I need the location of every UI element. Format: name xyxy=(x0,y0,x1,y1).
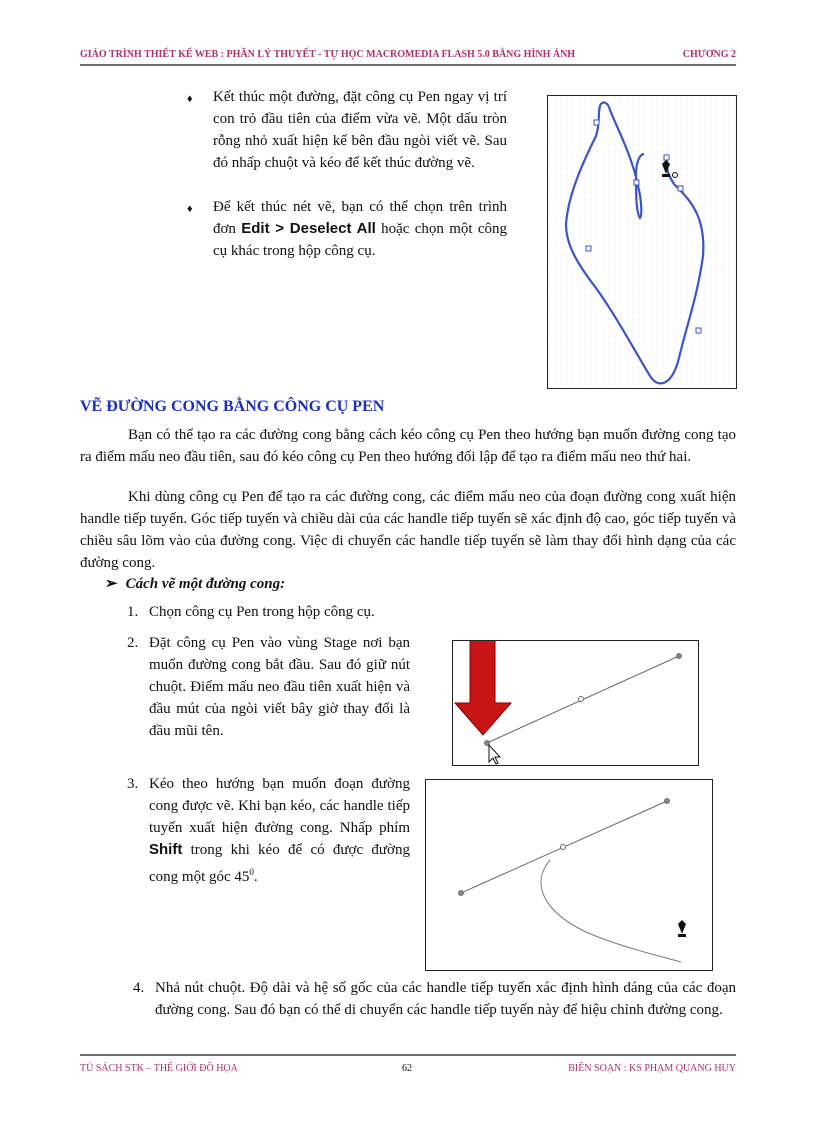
step-number: 2. xyxy=(127,635,139,651)
page-number: 62 xyxy=(402,1063,412,1074)
bullet-text-1: Kết thúc một đường, đặt công cụ Pen ngay vị trí con trỏ đầu tiên của điểm vừa vẽ. Một dấu tròn rỗng nhỏ xuất hiện kế bên đầu ngòi viết vẽ. Sau đó nhấp chuột và kéo để kết thúc đường vẽ. xyxy=(213,89,507,171)
step-4-text: Nhả nút chuột. Độ dài và hệ số gốc của các handle tiếp tuyến xác định hình dáng của các đoạn đường cong. Sau đó bạn có thể di chuyển các handle tiếp tuyến này để hiệu chỉnh đường cong. xyxy=(155,980,736,1018)
paragraph-1: Bạn có thể tạo ra các đường cong bằng cách kéo công cụ Pen theo hướng bạn muốn đường cong tạo ra điểm mấu neo đầu tiên, sau đó kéo công cụ Pen theo hướng đối lập để tạo ra điểm mấu neo thứ hai. xyxy=(80,427,736,465)
bullet-icon: ♦ xyxy=(187,93,193,105)
header-rule xyxy=(80,64,736,66)
bullet-icon: ♦ xyxy=(187,203,193,215)
paragraph-2: Khi dùng công cụ Pen để tạo ra các đường cong, các điểm mấu neo của đoạn đường cong xuất hiện handle tiếp tuyến. Góc tiếp tuyến và chiều dài của các handle tiếp tuyến sẽ xác định độ cao, góc tiếp tuyến và chiều sâu lõm vào của đường cong. Việc di chuyển các handle tiếp tuyến sẽ làm thay đổi hình dạng của các đường cong. xyxy=(80,489,736,571)
header-chapter: CHƯƠNG 2 xyxy=(682,49,736,60)
red-down-arrow-icon xyxy=(455,641,511,735)
step-number: 1. xyxy=(127,604,139,620)
footer-rule xyxy=(80,1054,736,1056)
step-1-text: Chọn công cụ Pen trong hộp công cụ. xyxy=(149,604,375,620)
step-number: 4. xyxy=(133,980,145,996)
header-title: GIÁO TRÌNH THIẾT KẾ WEB : PHẦN LÝ THUYẾT - TỰ HỌC MACROMEDIA FLASH 5.0 BẰNG HÌNH ẢNH xyxy=(80,49,576,60)
step-2-text: Đặt công cụ Pen vào vùng Stage nơi bạn muốn đường cong bắt đầu. Sau đó giữ nút chuột. Điểm mấu neo đầu tiên xuất hiện và đầu mút của ngòi viết bây giờ thay đổi là đầu mũi tên. xyxy=(149,635,410,739)
arrowhead-bullet-icon: ➢ xyxy=(105,576,118,592)
figure-tangent-handles xyxy=(425,779,713,971)
figure-closed-path xyxy=(547,95,737,389)
footer-author: BIÊN SOẠN : KS PHẠM QUANG HUY xyxy=(568,1063,736,1074)
bullet-text-2: Để kết thúc nét vẽ, bạn có thể chọn trên trình đơn Edit > Deselect All hoặc chọn một công cụ khác trong hộp công cụ. xyxy=(213,199,508,259)
pen-cursor-icon xyxy=(678,920,686,937)
figure-start-anchor xyxy=(452,640,699,766)
arrow-cursor-icon xyxy=(489,745,500,764)
footer-series: TỦ SÁCH STK – THẾ GIỚI ĐỒ HỌA xyxy=(80,1063,238,1074)
step-number: 3. xyxy=(127,776,139,792)
subheading: ➢ Cách vẽ một đường cong: xyxy=(105,576,286,592)
step-3-text: Kéo theo hướng bạn muốn đoạn đường cong được vẽ. Khi bạn kéo, các handle tiếp tuyến xuất hiện đường cong. Nhấp phím Shift trong khi kéo để có được đường cong một góc $45^0$. xyxy=(149,776,410,885)
section-heading: VẼ ĐƯỜNG CONG BẰNG CÔNG CỤ PEN xyxy=(80,398,385,415)
